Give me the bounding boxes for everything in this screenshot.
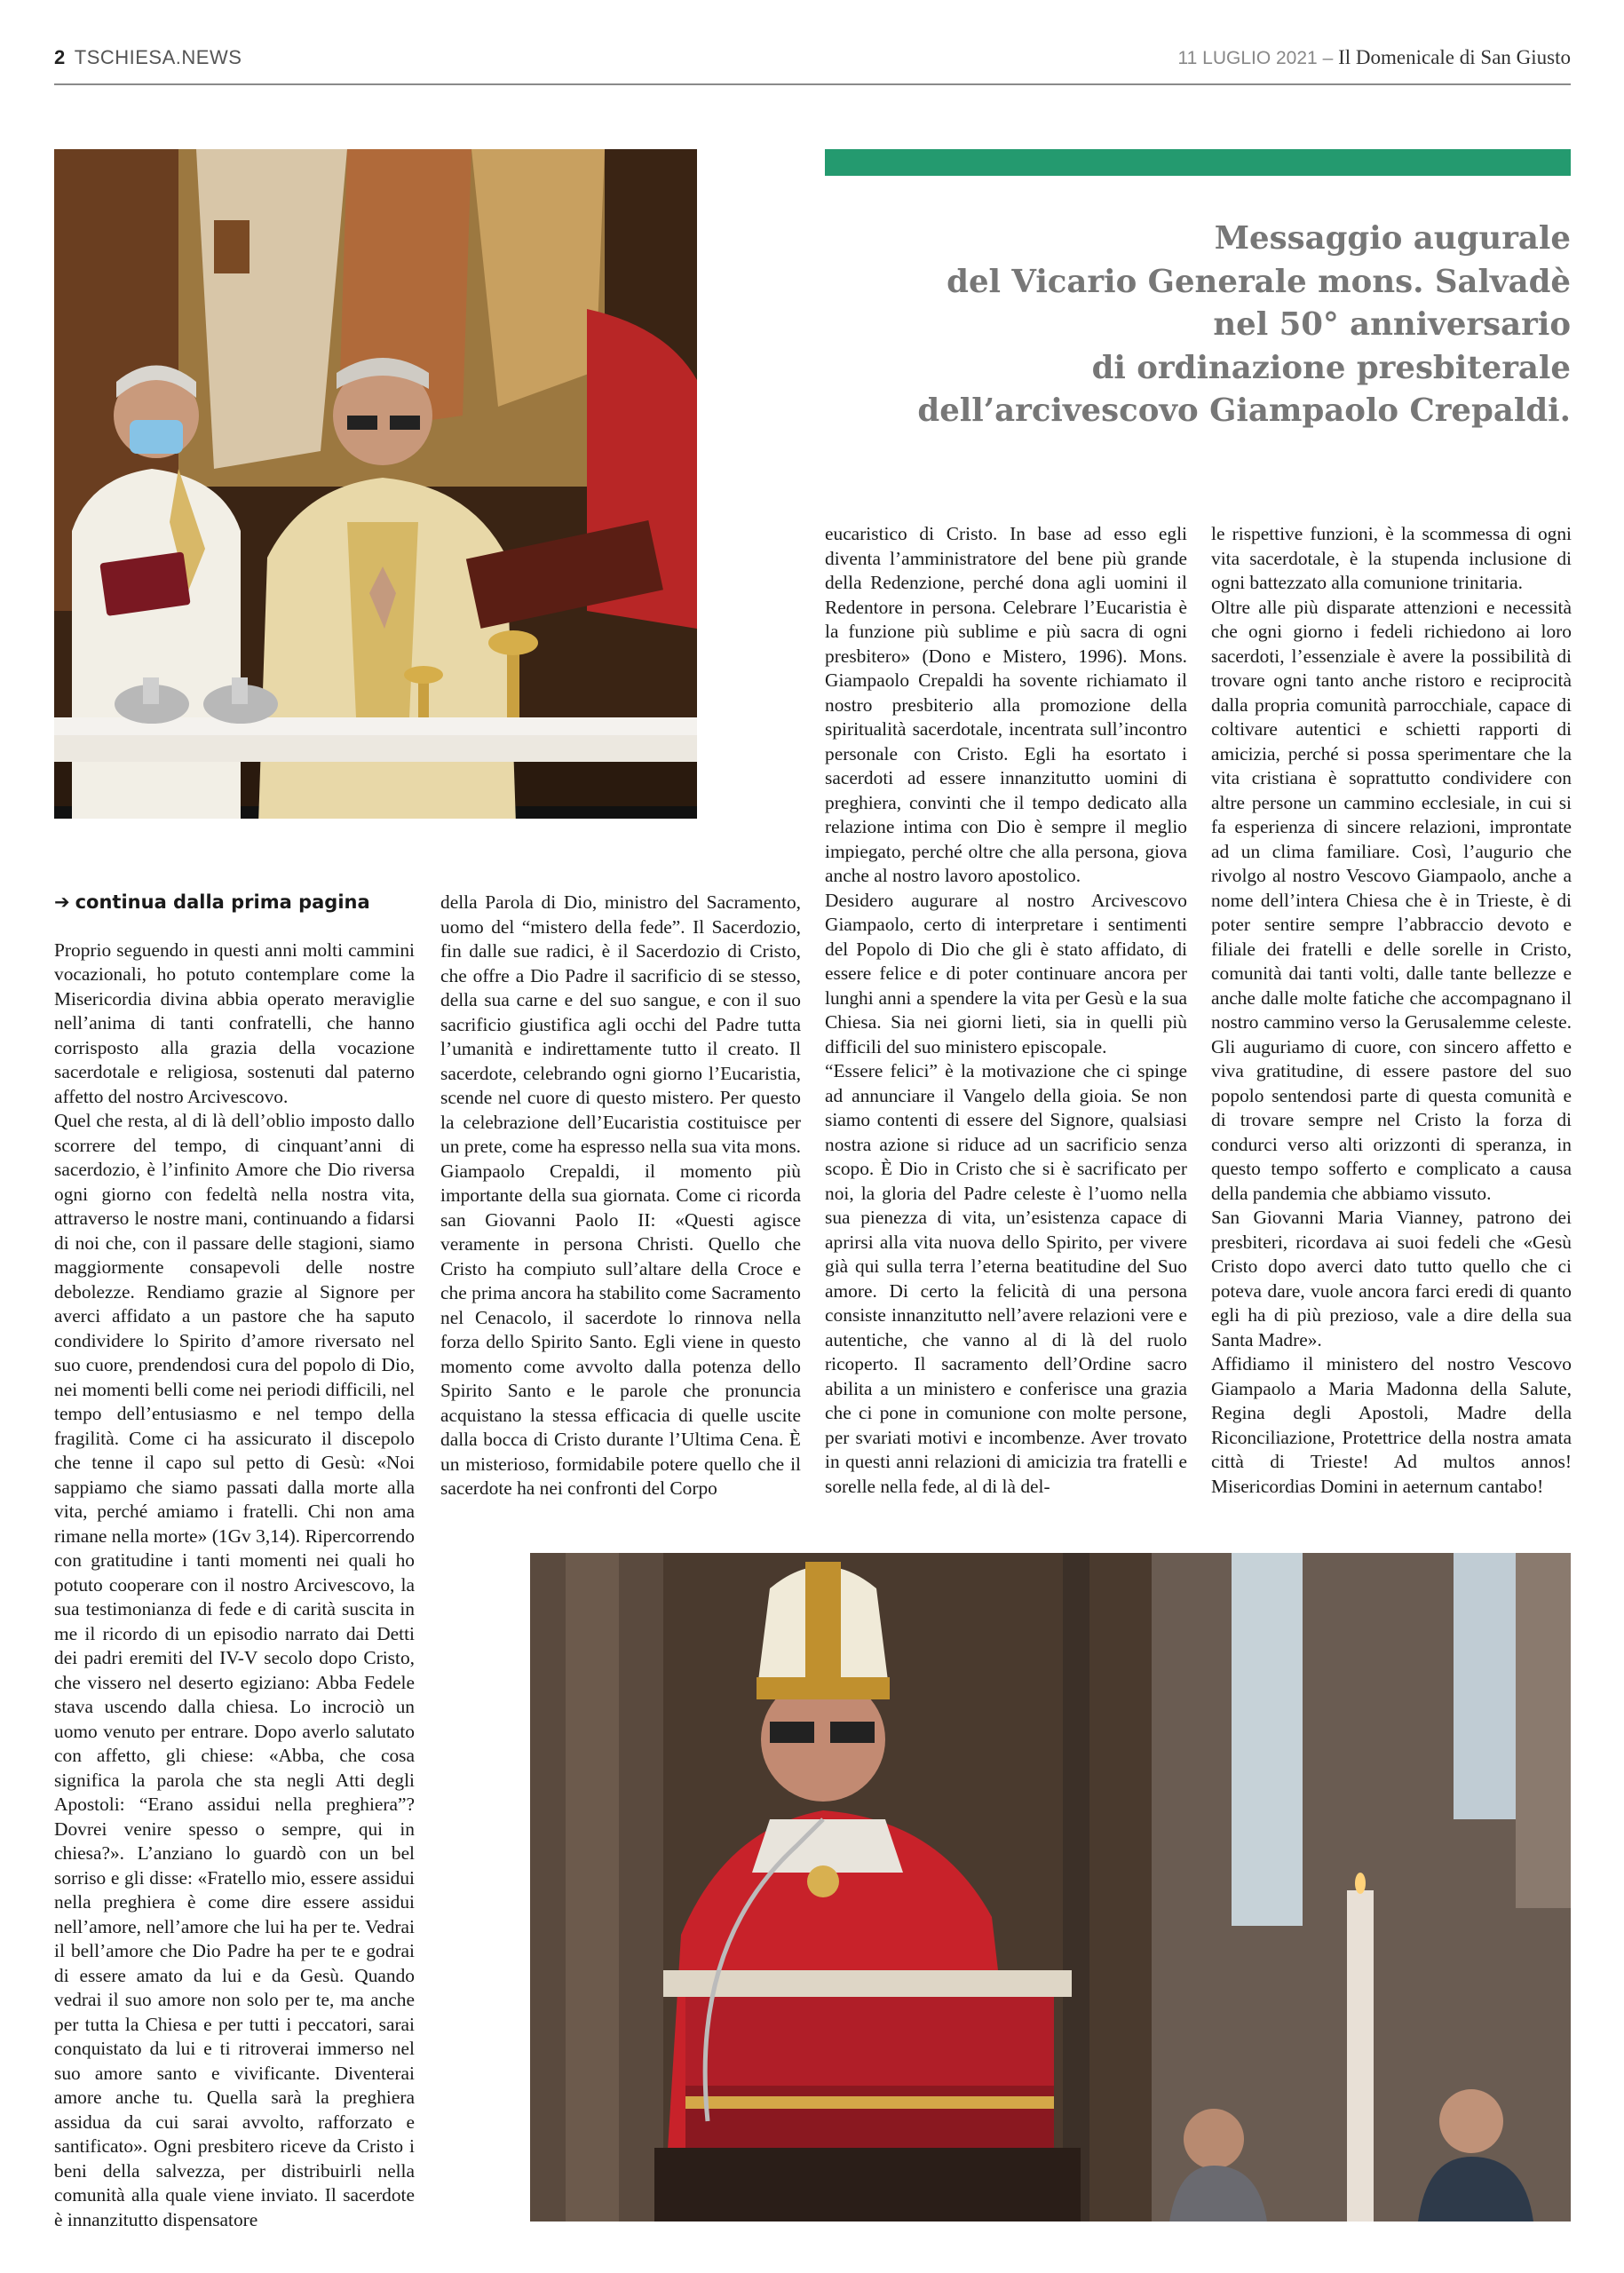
headline-line: dell’arcivescovo Giampaolo Crepaldi. — [917, 392, 1571, 429]
photo-archbishop-at-ambo — [530, 1553, 1571, 2222]
article-column-4 — [1211, 522, 1572, 1499]
article-paragraph: Desidero augurare al nostro Arcivescovo Giampaolo, certo di interpretare i sentimenti del Popolo di Dio che gli è stato affidato, di essere felice e di poter continuare ancora per lunghi anni a spendere la vita per Gesù e la sua Chiesa. Sia nei giorni lieti, sia in quelli più difficili del suo ministero episcopale. — [825, 889, 1187, 1057]
accent-bar — [825, 149, 1571, 176]
article-paragraph: “Essere felici” è la motivazione che ci spinge ad annunciare il Vangelo della gioia. Se non siamo contenti di essere del Signore, qualsiasi nostra azione si riduce ad un sacrificio senza scopo. È Dio in Cristo che si è sacrificato per noi, la gloria del Padre celeste è l’uomo nella sua pienezza di vita, un’esistenza capace di aprirsi alla vita nuova dello Spirito, per vivere già qui sulla terra l’eterna beatitudine del Suo amore. Di certo la felicità di una persona consiste innanzitutto nell’avere relazioni vere e autentiche, che vanno al di là del ruolo ricoperto. Il sacramento dell’Ordine sacro abilita a un ministero e conferisce una grazia che ci pone in comunione con molte persone, per svariati motivi e incombenze. Aver trovato in questi anni relazioni di amicizia tra fratelli e sorelle nella fede, al di là del- — [825, 1060, 1187, 1497]
publication-name: Il Domenicale di San Giusto — [1338, 46, 1571, 68]
photo-priests-at-altar — [54, 149, 697, 819]
article-paragraph: Oltre alle più disparate attenzioni e necessità che ogni giorno i fedeli richiedono ai loro sacerdoti, l’essenziale è avere la possibilità di trovare ogni tanto anche ristoro e reciprocità dalla propria comunità parrocchiale, capace di coltivare autentici e schietti rapporti di amicizia, perché si possa sperimentare che la vita cristiana è soprattutto condividere con altre persone un cammino ecclesiale, in cui si fa esperienza di sincere relazioni, improntate ad un clima familiare. Così, l’augurio che rivolgo al nostro Vescovo Giampaolo, anche a nome dell’intera Chiesa che è in Trieste, è di poter sentire sempre l’abbraccio devoto e filiale dei fratelli e delle sorelle in Cristo, comunità dai tanti volti, dalle tante bellezze e anche dalle molte fatiche che accompagnano il nostro cammino verso la Gerusalemme celeste. Gli auguriamo di cuore, con sincero affetto e viva gratitudine, di essere pastore del suo popolo sentendosi parte di questa comunità e di trovare sempre nel Cristo la forza di condurci verso alti orizzonti di speranza, in questo tempo sofferto e complicato a causa della pandemia che abbiamo vissuto. — [1211, 596, 1572, 1204]
headline-line: del Vicario Generale mons. Salvadè — [947, 263, 1571, 300]
article-column-3 — [825, 522, 1187, 1499]
kicker[interactable] — [54, 891, 415, 915]
article-paragraph: Affidiamo il ministero del nostro Vescovo Giampaolo a Maria Madonna della Salute, Regina degli Apostoli, Madre della Riconciliazione, Protettrice della nostra amata città di Trieste! Ad multos annos! Misericordias Domini in aeternum cantabo! — [1211, 1353, 1572, 1497]
headline-line: nel 50° anniversario — [1213, 306, 1571, 343]
header-left — [54, 46, 242, 69]
arrow-right-icon: ➔ — [54, 891, 70, 913]
article-paragraph: eucaristico di Cristo. In base ad esso egli diventa l’amministratore del bene più grande della Redenzione, perché dona agli uomini il Redentore in persona. Celebrare l’Eucaristia è la funzione più sublime e più sacra di ogni presbitero» (Dono e Mistero, 1996). Mons. Giampaolo Crepaldi ha sovente richiamato il nostro presbiterio alla promozione della spiritualità sacerdotale, incentrata sull’incontro personale con Cristo. Egli ha esortato i sacerdoti ad essere innanzitutto uomini di preghiera, convinti che il tempo dedicato alla relazione intima con Dio è sempre il meglio impiegato, perché oltre che alla persona, giova anche al nostro lavoro apostolico. — [825, 523, 1187, 886]
header-right — [1178, 46, 1572, 69]
issue-date: 11 LUGLIO 2021 — [1177, 48, 1318, 68]
page-header — [54, 46, 1571, 85]
photo-archbishop-illustration — [530, 1553, 1571, 2222]
article-paragraph: Proprio seguendo in questi anni molti cammini vocazionali, ho potuto contemplare come la Misericordia divina abbia operato meraviglie nell’anima di tanti confratelli, che hanno corrisposto alla grazia della vocazione sacerdotale e religiosa, sostenuti dal paterno affetto del nostro Arcivescovo. — [54, 939, 415, 1107]
article-paragraph: della Parola di Dio, ministro del Sacramento, uomo del “mistero della fede”. Il Sacerdozio, fin dalle sue radici, è il Sacerdozio di Cristo, che offre a Dio Padre il sacrificio di se stesso, della sua carne e del suo sangue, e con il suo sacrificio giustifica agli occhi del Padre tutta l’umanità e indirettamente tutto il creato. Il sacerdote, celebrando ogni giorno l’Eucaristia, scende nel cuore di questo mistero. Per questo la celebrazione dell’Eucaristia costituisce per un prete, come ha espresso nella sua vita mons. Giampaolo Crepaldi, il momento più importante della sua giornata. Come ci ricorda san Giovanni Paolo II: «Questi agisce veramente in persona Christi. Quello che Cristo ha compiuto sull’altare della Croce e che prima ancora ha stabilito come Sacramento nel Cenacolo, il sacerdote lo rinnova nella forza dello Spirito Santo. Egli viene in questo momento come avvolto dalla potenza dello Spirito Santo e le parole che pronuncia acquistano la stessa efficacia di quelle uscite dalla bocca di Cristo durante l’Ultima Cena. È un misterioso, formidabile potere quello che il sacerdote ha nei confronti del Corpo — [440, 891, 801, 1499]
headline-line: Messaggio augurale — [1214, 220, 1571, 257]
page-number: 2 — [54, 46, 66, 68]
header-separator: – — [1322, 48, 1334, 68]
article-headline — [835, 218, 1571, 433]
article-column-1 — [54, 891, 415, 2232]
site-name: TSCHIESA.NEWS — [74, 46, 242, 68]
kicker-text: continua dalla prima pagina — [75, 891, 370, 913]
article-paragraph: San Giovanni Maria Vianney, patrono dei presbiteri, ricordava ai suoi fedeli che «Gesù Cristo dopo averci dato tutto quello che ci poteva dare, vuole ancora farci eredi di quanto egli ha di più prezioso, vale a dire della sua Santa Madre». — [1211, 1207, 1572, 1350]
headline-line: di ordinazione presbiterale — [1091, 349, 1571, 386]
article-column-2 — [440, 891, 801, 1501]
photo-priests-illustration — [54, 149, 697, 819]
article-paragraph: Quel che resta, al di là dell’oblio imposto dallo scorrere del tempo, di cinquant’anni di sacerdozio, è l’infinito Amore che Dio riversa ogni giorno con fedeltà nella nostra vita, attraverso le nostre mani, continuando a fidarsi di noi che, con il passare delle stagioni, siamo maggiormente consapevoli delle nostre debolezze. Rendiamo grazie al Signore per averci affidato a un pastore che ha saputo condividere lo Spirito d’amore riversato nel suo cuore, prendendosi cura del popolo di Dio, nei momenti belli come nei periodi difficili, nel tempo dell’entusiasmo e nel tempo della fragilità. Come ci ha assicurato il discepolo che tenne il capo sul petto di Gesù: «Noi sappiamo che siamo passati dalla morte alla vita, perché amiamo i fratelli. Chi non ama rimane nella morte» (1Gv 3,14). Ripercorrendo con gratitudine i tanti momenti nei quali ho potuto cooperare con il nostro Arcivescovo, la sua testimonianza di fede e di carità suscita in me il ricordo di un episodio narrato dai Detti dei padri eremiti del IV-V secolo dopo Cristo, che vissero nel deserto egiziano: Abba Fedele stava uscendo dalla chiesa. Lo incrociò un uomo venuto per entrare. Dopo averlo salutato con affetto, gli chiese: «Abba, che cosa significa la parola che sta negli Atti degli Apostoli: “Erano assidui nella preghiera”? Dovrei venire spesso o sempre, qui in chiesa?». L’anziano lo guardò con un bel sorriso e gli disse: «Fratello mio, essere assidui nella preghiera è come dire essere assidui nell’amore, nell’amore che lui ha per te. Vedrai il bell’amore che Dio Padre ha per te e godrai di essere amato da lui e da Gesù. Quando vedrai il suo amore non solo per te, ma anche per tutta la Chiesa e per tutti i peccatori, sarai conquistato da lui e ti ritroverai immerso nel suo amore santo e vivificante. Diventerai amore anche tu. Quella sarà la preghiera assidua da cui sarai avvolto, rafforzato e santificato». Ogni presbitero riceve da Cristo i beni della salvezza, per distribuirli nella comunità alla quale viene inviato. Il sacerdote è innanzitutto dispensatore — [54, 1110, 415, 2230]
article-paragraph: le rispettive funzioni, è la scommessa di ogni vita sacerdotale, è la stupenda inclusione di ogni battezzato alla comunione trinitaria. — [1211, 523, 1572, 593]
